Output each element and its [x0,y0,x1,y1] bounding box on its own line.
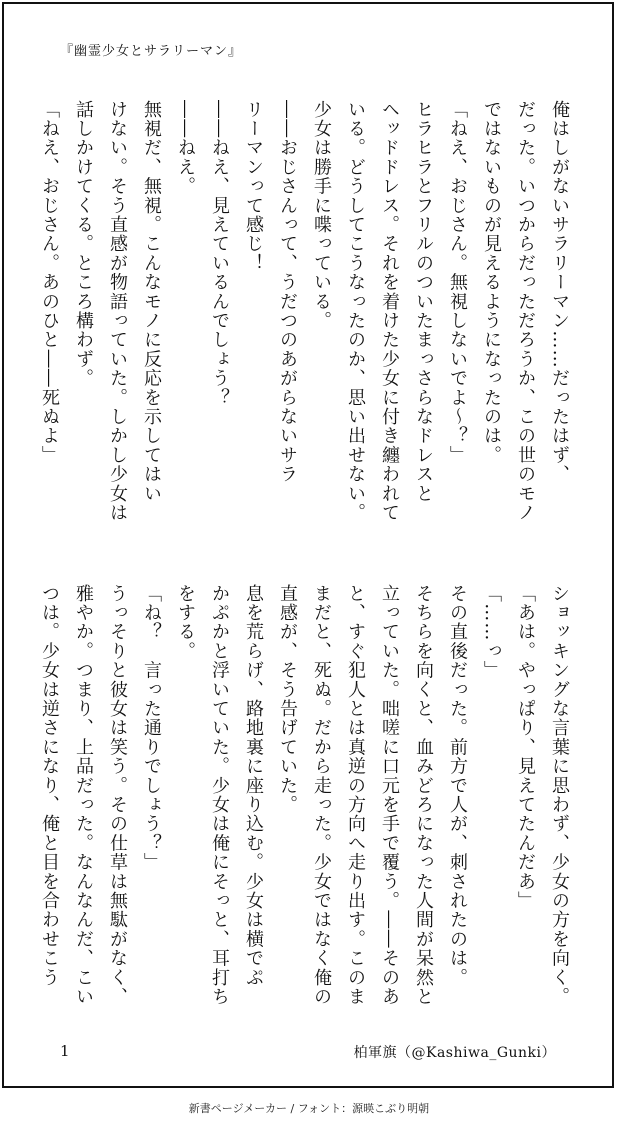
text-line: ――ねえ。 [175,100,196,196]
page-number: 1 [60,1042,70,1060]
text-block-top [32,100,576,540]
text-line: 「あは。やっぱり、見えてたんだあ」 [515,584,536,911]
text-line: 息を荒らげ、路地裏に座り込む。少女は横でぷ [243,584,264,988]
text-line: その直後だった。前方で人が、刺されたのは。 [447,584,468,988]
text-line: まだと、死ぬ。だから走った。少女ではなく俺の [311,584,332,1007]
text-line: をする。 [175,584,196,661]
text-line: 「ねえ、おじさん。あのひと――死ぬよ」 [39,100,60,465]
text-line: ヘッドドレス。それを着けた少女に付き纏われて [379,100,400,523]
text-line: リーマンって感じ！ [243,100,264,273]
text-line: けない。そう直感が物語っていた。しかし少女は [107,100,128,523]
text-block-bottom [32,584,576,1034]
text-line: だった。いつからだっただろうか、この世のモノ [515,100,536,523]
text-line: 少女は勝手に喋っている。 [311,100,332,331]
text-line: ヒラヒラとフリルのついたまっさらなドレスと [413,100,434,504]
text-line: うっそりと彼女は笑う。その仕草は無駄がなく、 [107,584,128,1007]
text-line: 「……っ」 [481,584,502,680]
text-line: ではないものが見えるようになったのは。 [481,100,502,465]
text-line: 「ねえ、おじさん。無視しないでよ～？」 [447,100,468,465]
text-line: 直感が、そう告げていた。 [277,584,298,815]
text-line: 話しかけてくる。ところ構わず。 [73,100,94,388]
text-line: と、すぐ犯人とは真逆の方向へ走り出す。このま [345,584,366,1007]
text-line: そちらを向くと、血みどろになった人間が呆然と [413,584,434,1007]
page-title: 『幽霊少女とサラリーマン』 [60,44,243,59]
text-line: つは。少女は逆さになり、俺と目を合わせこう [39,584,60,988]
author-credit: 柏軍旗（@Kashiwa_Gunki） [353,1045,556,1061]
text-line: 立っていた。咄嗟に口元を手で覆う。――そのあ [379,584,400,1007]
text-line: いる。どうしてこうなったのか、思い出せない。 [345,100,366,523]
text-line: かぷかと浮いていた。少女は俺にそっと、耳打ち [209,584,230,1007]
text-line: 無視だ、無視。こんなモノに反応を示してはい [141,100,162,504]
text-line: ――おじさんって、うだつのあがらないサラ [277,100,298,484]
text-line: 「ね？ 言った通りでしょう？」 [141,584,162,872]
text-line: ――ねえ、見えているんでしょう？ [209,100,230,408]
text-line: 雅やか。つまり、上品だった。なんなんだ、こい [73,584,94,1007]
footer-credit: 新書ページメーカー / フォント：源暎こぶり明朝 [188,1102,430,1115]
page-frame [2,2,614,1088]
text-line: ショッキングな言葉に思わず、少女の方を向く。 [549,584,570,1007]
text-line: 俺はしがないサラリーマン……だったはず、 [549,100,570,484]
